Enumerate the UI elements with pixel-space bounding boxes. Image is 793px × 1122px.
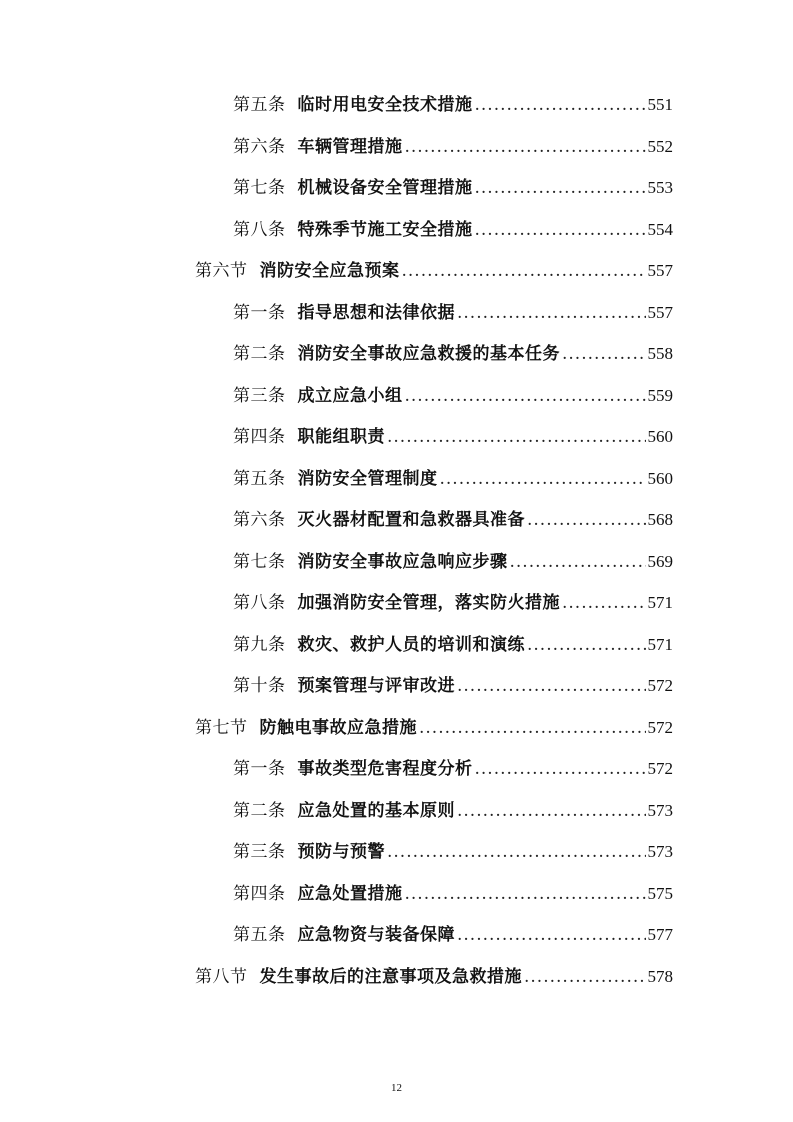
toc-entry-page-number: 572: [647, 717, 673, 737]
toc-entry-number: 第二条: [233, 800, 286, 821]
toc-entry-number: 第六条: [233, 510, 286, 530]
toc-leader-dots: [475, 215, 646, 245]
toc-entry-page-number: 560: [647, 468, 673, 488]
toc-leader-dots: [457, 298, 646, 328]
toc-entry-number: 第三条: [233, 385, 286, 406]
toc-entry-number: 第八条: [233, 593, 286, 613]
toc-section-entry[interactable]: [195, 713, 673, 743]
toc-article-entry[interactable]: [233, 837, 673, 867]
toc-entry-page-number: 573: [647, 842, 673, 861]
toc-leader-dots: [405, 879, 646, 909]
toc-entry-page-number: 559: [647, 385, 673, 405]
toc-leader-dots: [419, 713, 646, 743]
toc-entry-page-number: 569: [647, 551, 673, 571]
toc-article-entry[interactable]: [233, 547, 673, 577]
toc-article-entry[interactable]: [233, 381, 673, 411]
toc-entry-number: 第四条: [233, 427, 286, 447]
toc-article-entry[interactable]: [233, 422, 673, 452]
toc-entry-number: 第一条: [233, 302, 286, 323]
toc-article-entry[interactable]: [233, 505, 673, 535]
toc-leader-dots: [405, 381, 646, 411]
toc-leader-dots: [457, 671, 646, 701]
toc-article-entry[interactable]: [233, 173, 673, 203]
toc-entry-title: 机械设备安全管理措施: [297, 178, 473, 198]
toc-leader-dots: [457, 796, 646, 826]
toc-entry-number: 第五条: [233, 925, 286, 945]
toc-entry-page-number: 577: [647, 925, 673, 944]
toc-entry-title: 特殊季节施工安全措施: [297, 219, 473, 240]
toc-entry-number: 第十条: [233, 676, 286, 696]
toc-entry-number: 第八节: [195, 966, 248, 987]
toc-section-entry[interactable]: [195, 962, 673, 992]
toc-article-entry[interactable]: [233, 298, 673, 328]
toc-entry-number: 第一条: [233, 759, 286, 779]
toc-leader-dots: [562, 339, 646, 369]
toc-article-entry[interactable]: [233, 588, 673, 618]
toc-entry-page-number: 554: [647, 219, 673, 239]
toc-entry-title: 加强消防安全管理，落实防火措施: [297, 593, 560, 613]
toc-entry-page-number: 553: [647, 178, 673, 197]
toc-entry-number: 第二条: [233, 344, 286, 364]
toc-leader-dots: [527, 630, 646, 660]
toc-entry-title: 消防安全事故应急响应步骤: [297, 551, 508, 572]
toc-leader-dots: [524, 962, 646, 992]
toc-leader-dots: [457, 920, 646, 950]
toc-leader-dots: [387, 837, 646, 867]
toc-entry-title: 灭火器材配置和急救器具准备: [297, 510, 525, 530]
toc-entry-number: 第九条: [233, 634, 286, 655]
toc-entry-title: 防触电事故应急措施: [259, 717, 417, 738]
toc-entry-title: 成立应急小组: [297, 385, 403, 406]
toc-entry-number: 第三条: [233, 842, 286, 862]
toc-entry-number: 第七条: [233, 178, 286, 198]
toc-entry-title: 救灾、救护人员的培训和演练: [297, 634, 525, 655]
toc-entry-page-number: 557: [647, 261, 673, 280]
toc-entry-title: 事故类型危害程度分析: [297, 759, 473, 779]
toc-entry-number: 第四条: [233, 883, 286, 904]
toc-entry-title: 消防安全管理制度: [297, 468, 438, 489]
toc-entry-page-number: 572: [647, 676, 673, 695]
toc-entry-page-number: 578: [647, 966, 673, 986]
toc-entry-number: 第七节: [195, 717, 248, 738]
toc-entry-title: 消防安全应急预案: [259, 261, 400, 281]
toc-leader-dots: [402, 256, 646, 286]
toc-article-entry[interactable]: [233, 796, 673, 826]
toc-entry-title: 消防安全事故应急救援的基本任务: [297, 344, 560, 364]
toc-article-entry[interactable]: [233, 464, 673, 494]
toc-leader-dots: [405, 132, 646, 162]
toc-entry-number: 第八条: [233, 219, 286, 240]
toc-section-entry[interactable]: [195, 256, 673, 286]
toc-article-entry[interactable]: [233, 215, 673, 245]
toc-article-entry[interactable]: [233, 920, 673, 950]
toc-article-entry[interactable]: [233, 671, 673, 701]
toc-entry-page-number: 551: [647, 95, 673, 114]
toc-leader-dots: [475, 754, 646, 784]
toc-entry-page-number: 571: [647, 634, 673, 654]
toc-entry-title: 指导思想和法律依据: [297, 302, 455, 323]
toc-entry-number: 第六节: [195, 261, 248, 281]
toc-entry-title: 预案管理与评审改进: [297, 676, 455, 696]
toc-article-entry[interactable]: [233, 90, 673, 120]
toc-leader-dots: [387, 422, 646, 452]
toc-entry-page-number: 560: [647, 427, 673, 446]
toc-entry-title: 应急处置措施: [297, 883, 403, 904]
toc-entry-page-number: 557: [647, 302, 673, 322]
toc-entry-title: 职能组职责: [297, 427, 385, 447]
toc-entry-title: 车辆管理措施: [297, 136, 403, 157]
toc-entry-page-number: 552: [647, 136, 673, 156]
toc-entry-number: 第六条: [233, 136, 286, 157]
toc-entry-page-number: 573: [647, 800, 673, 820]
toc-entry-title: 发生事故后的注意事项及急救措施: [259, 966, 522, 987]
toc-entry-page-number: 568: [647, 510, 673, 529]
toc-article-entry[interactable]: [233, 754, 673, 784]
toc-entry-title: 应急物资与装备保障: [297, 925, 455, 945]
toc-entry-page-number: 558: [647, 344, 673, 363]
toc-entry-title: 临时用电安全技术措施: [297, 95, 473, 115]
toc-article-entry[interactable]: [233, 879, 673, 909]
toc-leader-dots: [527, 505, 646, 535]
toc-leader-dots: [475, 173, 646, 203]
toc-entry-page-number: 571: [647, 593, 673, 612]
toc-leader-dots: [440, 464, 646, 494]
toc-article-entry[interactable]: [233, 339, 673, 369]
toc-entry-page-number: 572: [647, 759, 673, 778]
toc-entry-title: 应急处置的基本原则: [297, 800, 455, 821]
toc-entry-title: 预防与预警: [297, 842, 385, 862]
toc-leader-dots: [562, 588, 646, 618]
toc-entry-number: 第五条: [233, 468, 286, 489]
page-footer-number: 12: [391, 1082, 402, 1094]
toc-leader-dots: [475, 90, 646, 120]
toc-entry-page-number: 575: [647, 883, 673, 903]
toc-article-entry[interactable]: [233, 132, 673, 162]
toc-article-entry[interactable]: [233, 630, 673, 660]
toc-entry-number: 第七条: [233, 551, 286, 572]
toc-leader-dots: [510, 547, 646, 577]
toc-entry-number: 第五条: [233, 95, 286, 115]
